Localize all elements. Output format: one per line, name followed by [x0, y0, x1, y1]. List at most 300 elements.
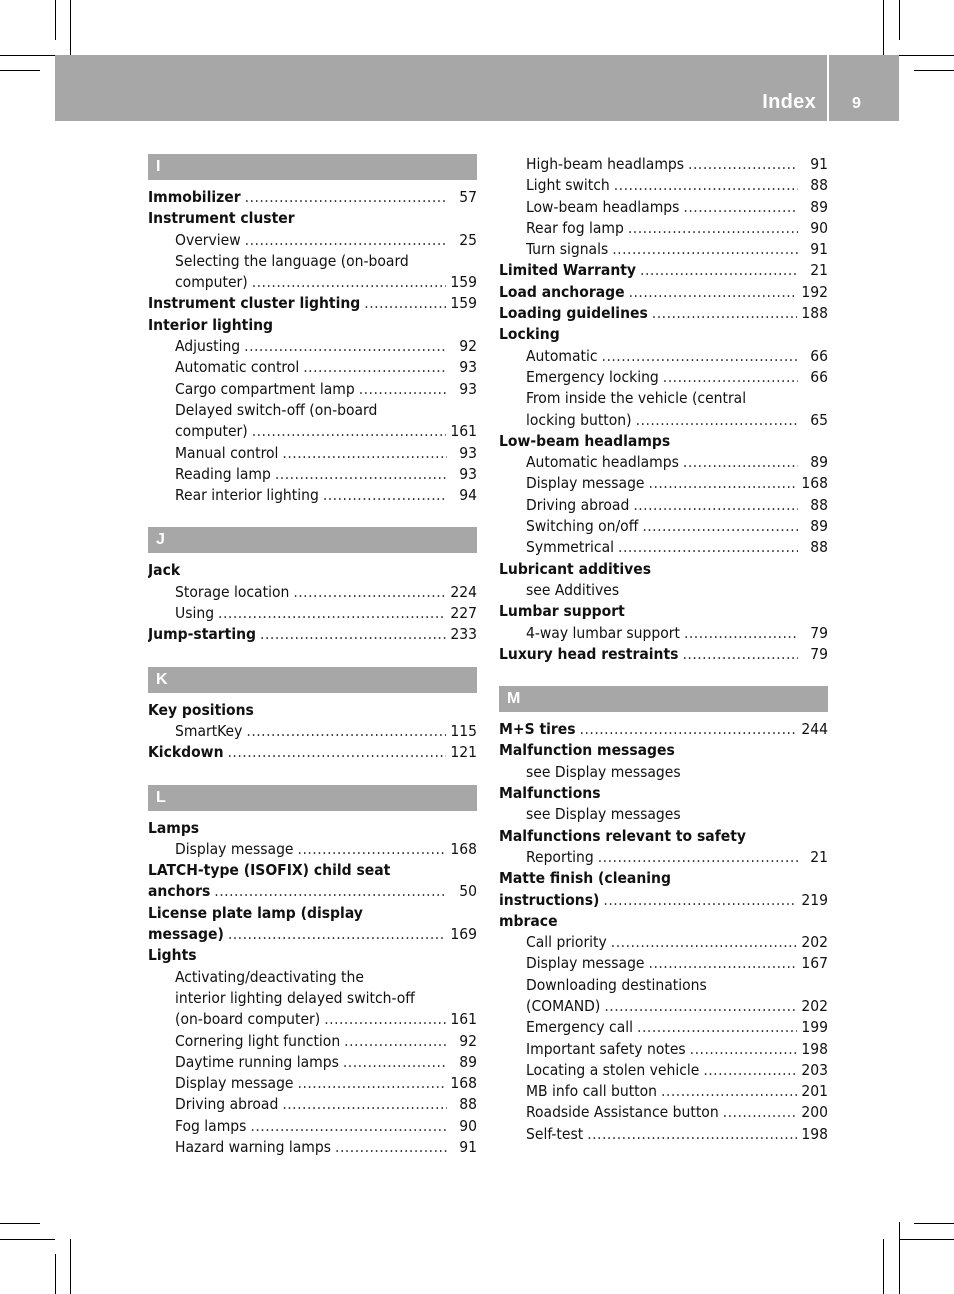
page-reference: 233: [450, 625, 477, 644]
dot-leader: [637, 1017, 797, 1038]
index-subentry: [148, 1137, 477, 1158]
index-subentry: [148, 721, 477, 742]
index-subentry: [148, 272, 477, 293]
entry-label: Fog lamps: [175, 1116, 247, 1135]
entry-label: message): [148, 925, 224, 944]
dot-leader: [323, 485, 447, 506]
index-subentry: [148, 443, 477, 464]
dot-leader: [298, 1073, 447, 1094]
crop-mark: [55, 1254, 56, 1294]
page-reference: 79: [810, 644, 828, 663]
index-subentry: [499, 410, 828, 431]
page-reference: 244: [801, 720, 828, 739]
section-letter-m: M: [499, 686, 828, 712]
index-subentry: [148, 464, 477, 485]
entry-label: Emergency locking: [526, 367, 659, 386]
index-entry: [148, 742, 477, 763]
dot-leader: [260, 624, 446, 645]
dot-leader: [364, 293, 446, 314]
header-divider: [827, 55, 829, 121]
crop-mark: [70, 1239, 71, 1294]
entry-label: Immobilizer: [148, 188, 241, 206]
entry-label: Storage location: [175, 582, 290, 601]
index-entry: [499, 431, 828, 452]
index-subentry: [499, 495, 828, 516]
index-column-left: [148, 154, 477, 1158]
dot-leader: [245, 187, 447, 208]
index-subentry: [499, 623, 828, 644]
entry-label: Automatic headlamps: [526, 453, 679, 472]
entry-label: SmartKey: [175, 721, 243, 740]
dot-leader: [604, 996, 797, 1017]
index-entry: [148, 208, 477, 229]
index-subentry: [148, 400, 477, 421]
entry-label: locking button): [526, 410, 632, 429]
index-subentry: [499, 473, 828, 494]
page-reference: 161: [450, 1010, 477, 1029]
index-entry: [148, 860, 477, 881]
entry-label: Lubricant additives: [499, 559, 652, 578]
entry-label: Load anchorage: [499, 282, 625, 301]
dot-leader: [723, 1102, 798, 1123]
index-subentry: [148, 1052, 477, 1073]
dot-leader: [683, 197, 798, 218]
entry-label: Delayed switch-off (on-board: [175, 400, 378, 419]
dot-leader: [602, 346, 798, 367]
dot-leader: [629, 282, 798, 303]
entry-label: Malfunction messages: [499, 741, 675, 760]
index-entry: [499, 826, 828, 847]
crop-mark: [0, 70, 40, 71]
page-reference: 159: [450, 273, 477, 292]
dot-leader: [244, 336, 447, 357]
index-entry: [499, 890, 828, 911]
page-reference: 89: [810, 197, 828, 216]
dot-leader: [688, 154, 798, 175]
entry-label: Display message: [175, 839, 294, 858]
entry-label: Locating a stolen vehicle: [526, 1060, 700, 1079]
index-subentry: [148, 1009, 477, 1030]
index-subentry: [499, 996, 828, 1017]
entry-label: Instrument cluster: [148, 209, 295, 228]
entry-label: Emergency call: [526, 1018, 634, 1037]
entry-label: Light switch: [526, 176, 610, 195]
page-reference: 202: [801, 933, 828, 952]
page-reference: 21: [810, 847, 828, 866]
entry-label: 4-way lumbar support: [526, 623, 680, 642]
index-subentry: [499, 1017, 828, 1038]
index-subentry: [148, 967, 477, 988]
index-entry: [499, 911, 828, 932]
entry-label: Driving abroad: [175, 1095, 279, 1114]
dot-leader: [652, 303, 798, 324]
entry-label: Instrument cluster lighting: [148, 294, 361, 313]
page-reference: 50: [459, 882, 477, 901]
dot-leader: [682, 644, 798, 665]
page-reference: 88: [810, 538, 828, 557]
entry-label: Automatic control: [175, 358, 300, 377]
page-reference: 93: [459, 443, 477, 462]
crop-mark: [899, 55, 954, 56]
index-subentry: [148, 1031, 477, 1052]
section-letter-k: K: [148, 667, 477, 693]
entry-label: interior lighting delayed switch-off: [175, 988, 415, 1007]
index-subentry: [499, 516, 828, 537]
page-reference: 227: [450, 604, 477, 623]
index-entry: [148, 700, 477, 721]
dot-leader: [612, 239, 798, 260]
index-entry: [148, 818, 477, 839]
dot-leader: [343, 1052, 447, 1073]
page-reference: 65: [810, 410, 828, 429]
index-entry: [499, 282, 828, 303]
index-subentry: [499, 953, 828, 974]
page-reference: 89: [810, 453, 828, 472]
page-reference: 57: [459, 188, 477, 206]
dot-leader: [344, 1031, 447, 1052]
crop-mark: [899, 0, 900, 40]
entry-label: Jump-starting: [148, 625, 257, 644]
dot-leader: [324, 1009, 446, 1030]
entry-label: Luxury head restraints: [499, 644, 679, 663]
page-reference: 202: [801, 996, 828, 1015]
crop-mark: [70, 0, 71, 55]
crop-mark: [883, 0, 884, 55]
index-subentry: [499, 804, 828, 825]
page-reference: 203: [801, 1060, 828, 1079]
page-reference: 94: [459, 486, 477, 505]
section-letter-l: L: [148, 785, 477, 811]
index-subentry: [499, 346, 828, 367]
dot-leader: [642, 516, 798, 537]
entry-label: Manual control: [175, 443, 279, 462]
entry-label: Display message: [526, 954, 645, 973]
index-entry: [499, 783, 828, 804]
page-reference: 169: [450, 925, 477, 944]
dot-leader: [684, 623, 798, 644]
index-subentry: [148, 1094, 477, 1115]
index-subentry: [148, 357, 477, 378]
index-subentry: [499, 154, 828, 175]
entry-label: Symmetrical: [526, 538, 615, 557]
dot-leader: [628, 218, 798, 239]
entry-label: Adjusting: [175, 337, 241, 356]
index-subentry: [148, 839, 477, 860]
crop-mark: [0, 1223, 40, 1224]
index-entry: [499, 559, 828, 580]
index-entry: [148, 945, 477, 966]
page-reference: 219: [801, 890, 828, 909]
index-subentry: [499, 367, 828, 388]
entry-label: Important safety notes: [526, 1039, 686, 1058]
page-reference: 92: [459, 1031, 477, 1050]
entry-label: Cargo compartment lamp: [175, 379, 355, 398]
dot-leader: [614, 175, 798, 196]
crop-mark: [883, 1239, 884, 1294]
entry-label: Switching on/off: [526, 517, 639, 536]
index-subentry: [148, 485, 477, 506]
dot-leader: [598, 847, 798, 868]
section-letter-j: J: [148, 527, 477, 553]
dot-leader: [218, 603, 446, 624]
page-reference: 167: [801, 954, 828, 973]
crop-mark: [899, 1239, 954, 1240]
page-reference: 66: [810, 346, 828, 365]
entry-label: Kickdown: [148, 743, 224, 762]
section-letter-i: I: [148, 154, 477, 180]
page-reference: 198: [801, 1124, 828, 1143]
page-reference: 199: [801, 1018, 828, 1037]
entry-label: License plate lamp (display: [148, 903, 363, 922]
index-subentry: [499, 388, 828, 409]
index-subentry: [499, 1039, 828, 1060]
dot-leader: [587, 1124, 797, 1145]
entry-label: High-beam headlamps: [526, 155, 685, 173]
entry-label: mbrace: [499, 911, 558, 930]
page-number: 9: [852, 95, 861, 112]
index-subentry: [148, 1116, 477, 1137]
entry-label: anchors: [148, 882, 211, 901]
page-reference: 192: [801, 282, 828, 301]
index-entry: [148, 187, 477, 208]
page-reference: 168: [801, 474, 828, 493]
dot-leader: [293, 582, 446, 603]
index-entry: [148, 624, 477, 645]
page-reference: 90: [810, 218, 828, 237]
entry-label: Key positions: [148, 700, 254, 719]
entry-label: Downloading destinations: [526, 975, 707, 994]
entry-label: computer): [175, 273, 248, 292]
entry-label: Using: [175, 604, 215, 623]
index-subentry: [499, 197, 828, 218]
index-entry: [499, 740, 828, 761]
entry-label: see Display messages: [526, 805, 681, 824]
dot-leader: [214, 881, 447, 902]
entry-label: Reading lamp: [175, 464, 271, 483]
dot-leader: [228, 742, 447, 763]
entry-label: Activating/deactivating the: [175, 967, 364, 986]
dot-leader: [282, 1094, 447, 1115]
entry-label: Driving abroad: [526, 495, 630, 514]
entry-label: see Additives: [526, 580, 620, 599]
entry-label: Lamps: [148, 818, 200, 837]
index-entry: [148, 315, 477, 336]
entry-label: Rear fog lamp: [526, 218, 624, 237]
page-reference: 91: [459, 1137, 477, 1156]
dot-leader: [640, 260, 798, 281]
index-subentry: [499, 932, 828, 953]
index-subentry: [148, 603, 477, 624]
index-entry: [499, 324, 828, 345]
index-subentry: [499, 1124, 828, 1145]
page-reference: 88: [459, 1095, 477, 1114]
index-entry: [499, 644, 828, 665]
page-reference: 25: [459, 230, 477, 249]
dot-leader: [228, 924, 447, 945]
entry-label: Interior lighting: [148, 315, 274, 334]
page-reference: 89: [810, 517, 828, 536]
crop-mark: [55, 0, 56, 40]
page-reference: 168: [450, 839, 477, 858]
index-subentry: [499, 239, 828, 260]
page-reference: 121: [450, 743, 477, 762]
page-reference: 91: [810, 240, 828, 259]
page-title: Index: [762, 91, 816, 113]
index-entry: [148, 293, 477, 314]
index-entry: [148, 924, 477, 945]
index-subentry: [499, 1102, 828, 1123]
dot-leader: [618, 537, 798, 558]
entry-label: Lights: [148, 946, 197, 965]
index-entry: [148, 560, 477, 581]
page-reference: 168: [450, 1074, 477, 1093]
page-reference: 161: [450, 422, 477, 441]
crop-mark: [914, 1223, 954, 1224]
dot-leader: [250, 1116, 447, 1137]
index-subentry: [148, 230, 477, 251]
entry-label: computer): [175, 422, 248, 441]
entry-label: Reporting: [526, 847, 594, 866]
index-subentry: [148, 988, 477, 1009]
entry-label: M+S tires: [499, 720, 576, 739]
entry-label: Hazard warning lamps: [175, 1137, 332, 1156]
crop-mark: [0, 55, 55, 56]
dot-leader: [611, 932, 798, 953]
index-subentry: [499, 762, 828, 783]
dot-leader: [246, 721, 446, 742]
crop-mark: [914, 70, 954, 71]
entry-label: Overview: [175, 230, 241, 249]
index-subentry: [148, 336, 477, 357]
page-reference: 90: [459, 1116, 477, 1135]
crop-mark: [899, 1222, 900, 1294]
index-subentry: [499, 175, 828, 196]
page-reference: 200: [801, 1103, 828, 1122]
entry-label: Selecting the language (on-board: [175, 251, 409, 270]
entry-label: Malfunctions: [499, 784, 601, 803]
entry-label: Loading guidelines: [499, 304, 648, 323]
index-subentry: [148, 1073, 477, 1094]
dot-leader: [245, 230, 447, 251]
page-reference: 115: [450, 721, 477, 740]
index-subentry: [148, 582, 477, 603]
entry-label: Low-beam headlamps: [499, 431, 671, 450]
page-reference: 79: [810, 623, 828, 642]
page-reference: 88: [810, 495, 828, 514]
index-subentry: [148, 251, 477, 272]
page-header: [55, 55, 899, 121]
page-reference: 93: [459, 464, 477, 483]
entry-label: Turn signals: [526, 240, 609, 259]
dot-leader: [683, 452, 798, 473]
dot-leader: [649, 473, 798, 494]
entry-label: LATCH-type (ISOFIX) child seat: [148, 861, 391, 880]
entry-label: Display message: [175, 1074, 294, 1093]
page-reference: 92: [459, 337, 477, 356]
entry-label: Locking: [499, 325, 560, 344]
entry-label: Cornering light function: [175, 1031, 341, 1050]
page-reference: 89: [459, 1052, 477, 1071]
entry-label: (on-board computer): [175, 1010, 321, 1029]
entry-label: see Display messages: [526, 762, 681, 781]
dot-leader: [636, 410, 798, 431]
crop-mark: [0, 1239, 55, 1240]
entry-label: (COMAND): [526, 996, 601, 1015]
entry-label: Call priority: [526, 933, 607, 952]
index-subentry: [499, 1081, 828, 1102]
entry-label: From inside the vehicle (central: [526, 389, 747, 408]
entry-label: Rear interior lighting: [175, 486, 319, 505]
page-reference: 21: [810, 261, 828, 280]
dot-leader: [703, 1060, 797, 1081]
page-reference: 88: [810, 176, 828, 195]
entry-label: Low-beam headlamps: [526, 197, 680, 216]
index-entry: [499, 601, 828, 622]
index-entry: [148, 881, 477, 902]
index-subentry: [499, 537, 828, 558]
index-subentry: [499, 218, 828, 239]
page-reference: 93: [459, 379, 477, 398]
page-reference: 159: [450, 294, 477, 313]
dot-leader: [663, 367, 798, 388]
index-entry: [499, 303, 828, 324]
dot-leader: [661, 1081, 797, 1102]
index-subentry: [499, 452, 828, 473]
entry-label: Automatic: [526, 346, 598, 365]
entry-label: Daytime running lamps: [175, 1052, 339, 1071]
index-entry: [499, 260, 828, 281]
dot-leader: [649, 953, 798, 974]
index-subentry: [148, 421, 477, 442]
page-reference: 188: [801, 304, 828, 323]
index-subentry: [148, 379, 477, 400]
page-reference: 201: [801, 1082, 828, 1101]
dot-leader: [298, 839, 447, 860]
dot-leader: [690, 1039, 798, 1060]
page-reference: 91: [810, 155, 828, 173]
dot-leader: [252, 421, 447, 442]
page-reference: 93: [459, 358, 477, 377]
entry-label: Lumbar support: [499, 602, 625, 621]
index-subentry: [499, 580, 828, 601]
dot-leader: [359, 379, 447, 400]
dot-leader: [580, 719, 798, 740]
index-entry: [499, 719, 828, 740]
entry-label: Malfunctions relevant to safety: [499, 826, 746, 845]
dot-leader: [603, 890, 797, 911]
index-entry: [499, 868, 828, 889]
page-reference: 224: [450, 582, 477, 601]
entry-label: Matte finish (cleaning: [499, 869, 671, 888]
page-reference: 198: [801, 1039, 828, 1058]
dot-leader: [303, 357, 447, 378]
entry-label: Limited Warranty: [499, 261, 637, 280]
page-reference: 66: [810, 367, 828, 386]
dot-leader: [282, 443, 447, 464]
index-subentry: [499, 1060, 828, 1081]
dot-leader: [633, 495, 798, 516]
index-subentry: [499, 975, 828, 996]
entry-label: Jack: [148, 561, 181, 580]
index-column-right: [499, 154, 828, 1145]
entry-label: instructions): [499, 890, 600, 909]
dot-leader: [335, 1137, 447, 1158]
entry-label: Self-test: [526, 1124, 584, 1143]
index-entry: [148, 903, 477, 924]
dot-leader: [275, 464, 447, 485]
entry-label: Roadside Assistance button: [526, 1103, 719, 1122]
entry-label: Display message: [526, 474, 645, 493]
